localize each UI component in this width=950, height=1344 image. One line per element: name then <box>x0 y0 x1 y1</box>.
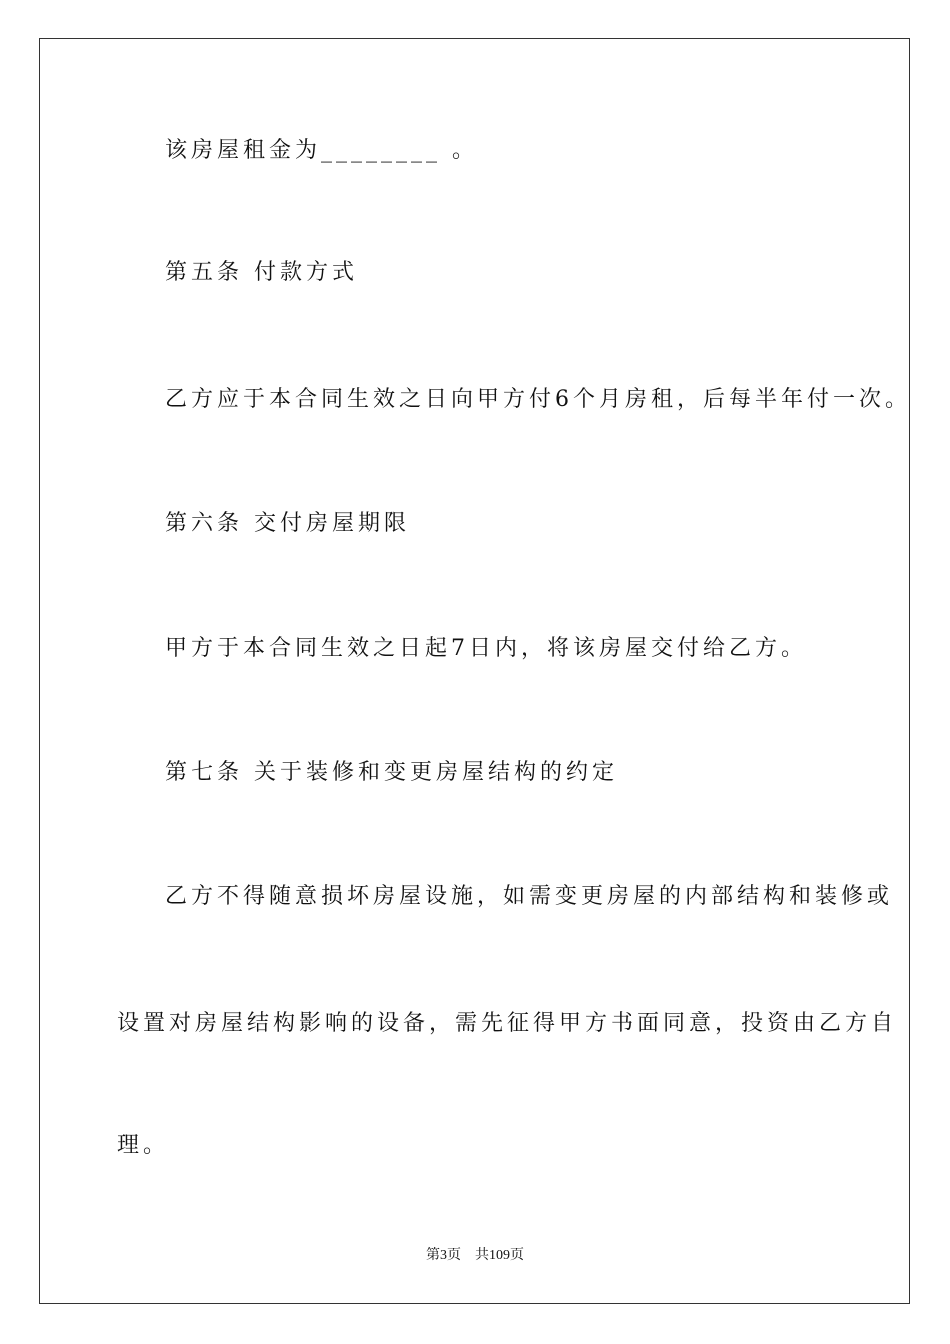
rent-amount-line: 该房屋租金为________ 。 <box>165 138 478 163</box>
article-6-heading: 第六条 交付房屋期限 <box>165 511 410 536</box>
renovation-text-line-3: 理。 <box>117 1133 170 1158</box>
page-border <box>39 38 910 1304</box>
payment-method-text: 乙方应于本合同生效之日向甲方付6个月房租，后每半年付一次。 <box>165 387 911 412</box>
total-pages: 共109页 <box>475 1248 524 1263</box>
renovation-text-line-1: 乙方不得随意损坏房屋设施，如需变更房屋的内部结构和装修或 <box>165 884 894 909</box>
article-5-heading: 第五条 付款方式 <box>165 260 358 285</box>
page-footer <box>0 1244 950 1264</box>
delivery-term-text: 甲方于本合同生效之日起7日内，将该房屋交付给乙方。 <box>165 636 807 661</box>
page-number: 第3页 <box>426 1248 461 1263</box>
renovation-text-line-2: 设置对房屋结构影响的设备，需先征得甲方书面同意，投资由乙方自 <box>117 1011 898 1036</box>
article-7-heading: 第七条 关于装修和变更房屋结构的约定 <box>165 760 618 785</box>
